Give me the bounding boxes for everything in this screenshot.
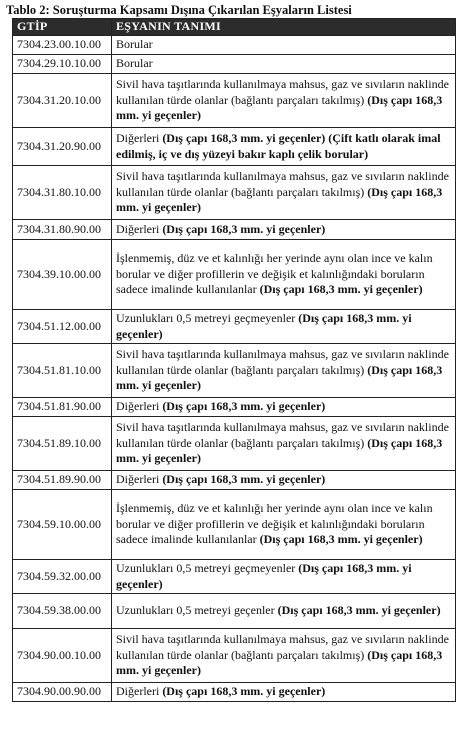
goods-description xyxy=(112,629,456,683)
table-row xyxy=(13,629,456,683)
description-text: Sivil hava taşıtlarında kullanılmaya mahsus, gaz ve sıvıların naklinde kullanılan türde olanlar (bağlantı parçaları takılmış) xyxy=(116,632,449,662)
gtip-code: 7304.51.89.10.00 xyxy=(13,417,112,471)
gtip-code: 7304.51.12.00.00 xyxy=(13,310,112,344)
description-text: Diğerleri xyxy=(116,221,163,236)
table-row xyxy=(13,128,456,166)
goods-description xyxy=(112,417,456,471)
goods-description xyxy=(112,55,456,74)
gtip-code: 7304.59.38.00.00 xyxy=(13,594,112,629)
description-text: Diğerleri xyxy=(116,131,163,145)
gtip-code: 7304.51.81.90.00 xyxy=(13,398,112,417)
description-text: Sivil hava taşıtlarında kullanılmaya mahsus, gaz ve sıvıların naklinde kullanılan türde olanlar (bağlantı parçaları takılmış) xyxy=(116,169,449,199)
description-text: Borular xyxy=(116,56,153,71)
table-row xyxy=(13,220,456,240)
description-bold-note: (Dış çapı 168,3 mm. yi geçenler) xyxy=(116,561,412,591)
goods-description xyxy=(112,128,456,166)
gtip-code: 7304.59.32.00.00 xyxy=(13,560,112,594)
header-description: EŞYANIN TANIMI xyxy=(112,19,456,36)
gtip-code: 7304.90.00.90.00 xyxy=(13,683,112,702)
description-bold-note: (Dış çapı 168,3 mm. yi geçenler) xyxy=(162,472,326,487)
description-text: Uzunlukları 0,5 metreyi geçmeyenler xyxy=(116,561,299,575)
description-text: Sivil hava taşıtlarında kullanılmaya mahsus, gaz ve sıvıların naklinde kullanılan türde olanlar (bağlantı parçaları takılmış) xyxy=(116,420,449,450)
description-text: Diğerleri xyxy=(116,472,163,487)
table-body xyxy=(13,36,456,702)
description-bold-note: (Dış çapı 168,3 mm. yi geçenler) (Çift katlı olarak imal edilmiş, iç ve dış yüzeyi bakır kaplı çelik borular) xyxy=(116,131,441,161)
excluded-goods-table xyxy=(12,18,456,702)
goods-description xyxy=(112,490,456,560)
gtip-code: 7304.90.00.10.00 xyxy=(13,629,112,683)
table-row xyxy=(13,240,456,310)
goods-description xyxy=(112,683,456,702)
goods-description xyxy=(112,560,456,594)
description-text: Uzunlukları 0,5 metreyi geçenler xyxy=(116,603,278,618)
gtip-code: 7304.51.81.10.00 xyxy=(13,344,112,398)
goods-description xyxy=(112,398,456,417)
description-text: Borular xyxy=(116,37,153,52)
goods-description xyxy=(112,166,456,220)
table-row xyxy=(13,398,456,417)
gtip-code: 7304.29.10.10.00 xyxy=(13,55,112,74)
gtip-code: 7304.51.89.90.00 xyxy=(13,471,112,490)
description-text: Diğerleri xyxy=(116,684,163,699)
goods-description xyxy=(112,220,456,240)
goods-description xyxy=(112,74,456,128)
description-bold-note: (Dış çapı 168,3 mm. yi geçenler) xyxy=(116,435,443,466)
description-bold-note: (Dış çapı 168,3 mm. yi geçenler) xyxy=(116,184,443,215)
table-row xyxy=(13,166,456,220)
description-text: Sivil hava taşıtlarında kullanılmaya mahsus, gaz ve sıvıların naklinde kullanılan türde olanlar (bağlantı parçaları takılmış) xyxy=(116,347,449,377)
table-row xyxy=(13,36,456,55)
table-header-row xyxy=(13,19,456,36)
table-row xyxy=(13,344,456,398)
description-bold-note: (Dış çapı 168,3 mm. yi geçenler) xyxy=(162,399,326,414)
gtip-code: 7304.23.00.10.00 xyxy=(13,36,112,55)
description-bold-note: (Dış çapı 168,3 mm. yi geçenler) xyxy=(116,362,443,393)
description-bold-note: (Dış çapı 168,3 mm. yi geçenler) xyxy=(277,603,441,618)
goods-description xyxy=(112,471,456,490)
table-row xyxy=(13,74,456,128)
gtip-code: 7304.39.10.00.00 xyxy=(13,240,112,310)
table-row xyxy=(13,594,456,629)
goods-description xyxy=(112,344,456,398)
goods-description xyxy=(112,310,456,344)
gtip-code: 7304.31.20.90.00 xyxy=(13,128,112,166)
goods-description xyxy=(112,594,456,629)
gtip-code: 7304.31.80.10.00 xyxy=(13,166,112,220)
description-text: İşlenmemiş, düz ve et kalınlığı her yerinde aynı olan ince ve kalın borular ve diğer profillerin ve değişik et kalınlığındaki boruların sadece imalinde kullanılanlar xyxy=(116,501,433,547)
table-row xyxy=(13,560,456,594)
description-bold-note: (Dış çapı 168,3 mm. yi geçenler) xyxy=(259,282,423,297)
header-gtip: GTİP xyxy=(13,19,112,36)
description-bold-note: (Dış çapı 168,3 mm. yi geçenler) xyxy=(162,684,326,699)
description-bold-note: (Dış çapı 168,3 mm. yi geçenler) xyxy=(259,532,423,547)
table-row xyxy=(13,490,456,560)
gtip-code: 7304.31.80.90.00 xyxy=(13,220,112,240)
gtip-code: 7304.31.20.10.00 xyxy=(13,74,112,128)
description-bold-note: (Dış çapı 168,3 mm. yi geçenler) xyxy=(162,221,326,236)
table-title: Tablo 2: Soruşturma Kapsamı Dışına Çıkarılan Eşyaların Listesi xyxy=(6,3,352,17)
table-row xyxy=(13,471,456,490)
table-row xyxy=(13,683,456,702)
description-bold-note: (Dış çapı 168,3 mm. yi geçenler) xyxy=(116,647,443,678)
description-text: İşlenmemiş, düz ve et kalınlığı her yerinde aynı olan ince ve kalın borular ve diğer profillerin ve değişik et kalınlığındaki boruların sadece imalinde kullanılanlar xyxy=(116,251,433,297)
table-row xyxy=(13,417,456,471)
description-bold-note: (Dış çapı 168,3 mm. yi geçenler) xyxy=(116,311,412,341)
table-row xyxy=(13,310,456,344)
gtip-code: 7304.59.10.00.00 xyxy=(13,490,112,560)
description-text: Sivil hava taşıtlarında kullanılmaya mahsus, gaz ve sıvıların naklinde kullanılan türde olanlar (bağlantı parçaları takılmış) xyxy=(116,77,449,107)
description-text: Uzunlukları 0,5 metreyi geçmeyenler xyxy=(116,311,299,325)
goods-description xyxy=(112,36,456,55)
goods-description xyxy=(112,240,456,310)
description-text: Diğerleri xyxy=(116,399,163,414)
description-bold-note: (Dış çapı 168,3 mm. yi geçenler) xyxy=(116,92,443,123)
table-row xyxy=(13,55,456,74)
